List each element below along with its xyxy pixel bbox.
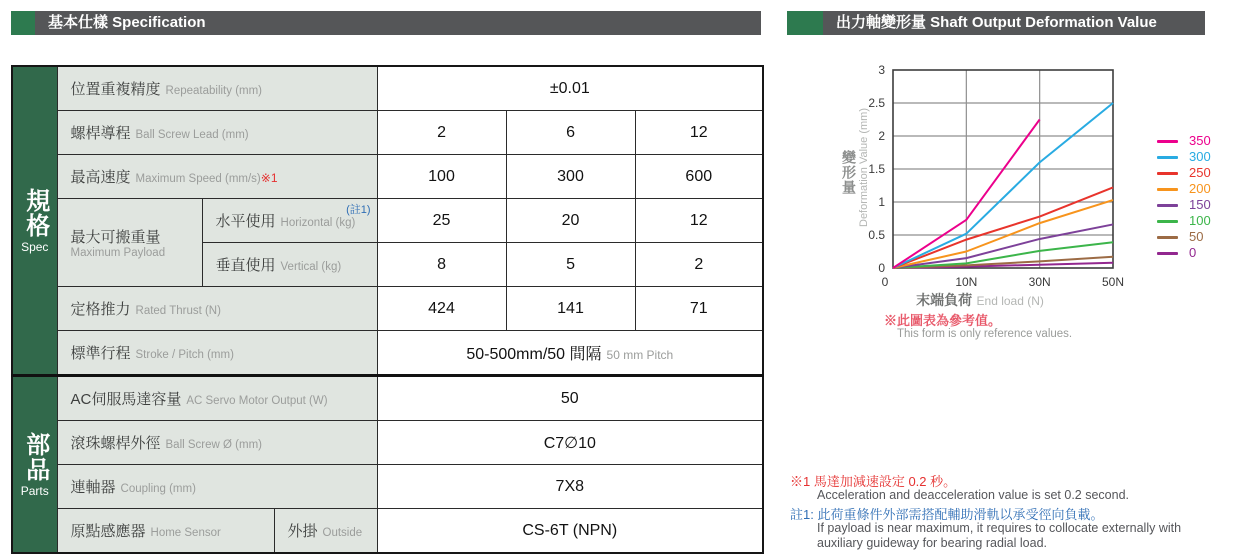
deformation-header-title: 出力軸變形量 Shaft Output Deformation Value [823,11,1205,35]
section-parts [12,376,57,554]
footnote-1-cjk: ※1 馬達加減速設定 0.2 秒。 [790,474,957,489]
row-payload-horizontal [12,199,763,243]
value-horizontal-25: 25 [377,199,506,243]
value-vertical-2: 2 [635,243,763,287]
value-thrust-71: 71 [635,287,763,331]
label-cjk: 螺桿導程 [70,125,131,142]
spec-table [11,65,764,554]
label-outside [274,509,377,554]
value-lead-6: 6 [506,111,635,155]
section-parts-en: Parts [20,483,49,498]
row-stroke [12,331,763,376]
label-en: Home Sensor [150,527,221,539]
label-en: Maximum Payload [70,247,166,259]
legend-dash-icon [1157,188,1178,191]
chart-reference-note-cjk: ※此圖表為參考值。 [884,313,1002,328]
label-servo-output [57,376,377,421]
label-max-speed [57,155,377,199]
note-marker-1: (註1) [346,204,371,216]
label-cjk: 外掛 [287,523,318,540]
label-cjk: 連軸器 [70,479,116,496]
section-spec [12,66,57,376]
label-en: Rated Thrust (N) [135,305,221,317]
section-parts-cjk: 部品 [21,431,49,482]
label-max-payload [57,199,202,287]
legend-dash-icon [1157,220,1178,223]
label-cjk: 滾珠螺桿外徑 [70,435,161,452]
footnote-1-en: Acceleration and deacceleration value is set 0.2 second. [817,488,1129,502]
label-ball-screw-dia [57,421,377,465]
label-en: Ball Screw Ø (mm) [165,439,262,451]
label-vertical [202,243,377,287]
label-cjk: AC伺服馬達容量 [70,391,182,408]
svg-text:3: 3 [878,63,885,77]
y-axis-title-en: Deformation Value (mm) [858,108,870,227]
chart-reference-note-en: This form is only reference values. [897,328,1073,340]
legend-item-200 [1157,181,1211,197]
label-cjk: 定格推力 [70,301,131,318]
chart-legend [1157,133,1211,261]
label-en: Repeatability (mm) [165,85,263,97]
label-en: Outside [322,527,363,539]
legend-item-100 [1157,213,1211,229]
legend-item-250 [1157,165,1211,181]
y-axis-title-cjk: 變形量 [841,150,857,195]
value-vertical-5: 5 [506,243,635,287]
value-coupling: 7X8 [377,465,763,509]
label-coupling [57,465,377,509]
value-thrust-141: 141 [506,287,635,331]
label-cjk: 標準行程 [70,345,131,362]
legend-dash-icon [1157,172,1178,175]
value-speed-300: 300 [506,155,635,199]
label-en: Maximum Speed (mm/s) [135,173,261,185]
label-en: Horizontal (kg) [280,217,356,229]
legend-item-150 [1157,197,1211,213]
legend-label: 50 [1189,229,1204,244]
legend-label: 350 [1189,133,1211,148]
legend-item-350 [1157,133,1211,149]
label-cjk: 最高速度 [70,169,131,186]
row-ball-screw-dia [12,421,763,465]
svg-text:2.5: 2.5 [868,96,885,110]
value-lead-2: 2 [377,111,506,155]
label-en: AC Servo Motor Output (W) [186,395,328,407]
svg-text:50N: 50N [1101,275,1125,289]
series-line-300 [893,103,1113,268]
label-en: Stroke / Pitch (mm) [135,349,234,361]
legend-label: 0 [1189,245,1197,260]
value-horizontal-20: 20 [506,199,635,243]
x-axis-title [845,290,1115,310]
svg-text:0.5: 0.5 [868,228,885,242]
legend-label: 250 [1189,165,1211,180]
svg-text:2: 2 [878,129,885,143]
label-en: Coupling (mm) [120,483,196,495]
stroke-sub: 50 mm Pitch [606,348,674,362]
label-ball-screw-lead [57,111,377,155]
footnote-2-en: If payload is near maximum, it requires to collocate externally with auxiliary guideway for bearing radial load. [817,521,1182,550]
stroke-main: 50-500mm/50 間隔 [466,346,602,363]
value-home-sensor: CS-6T (NPN) [377,509,763,554]
label-en: Ball Screw Lead (mm) [135,129,249,141]
green-accent-square [787,11,823,35]
label-cjk: 位置重複精度 [70,81,161,98]
value-repeatability: ±0.01 [377,66,763,111]
svg-text:0: 0 [881,275,889,289]
legend-dash-icon [1157,156,1178,159]
label-cjk: 原點感應器 [70,523,146,540]
legend-dash-icon [1157,252,1178,255]
footnote-marker-1: ※1 [260,171,278,185]
label-stroke [57,331,377,376]
row-coupling [12,465,763,509]
svg-text:10N: 10N [955,275,978,289]
deformation-header [787,11,1205,35]
legend-label: 200 [1189,181,1211,196]
label-cjk: 垂直使用 [215,257,276,274]
legend-label: 300 [1189,149,1211,164]
svg-text:0: 0 [878,261,885,275]
row-rated-thrust [12,287,763,331]
value-ball-screw-dia: C7∅10 [377,421,763,465]
row-servo-output [12,376,763,421]
label-cjk: 水平使用 [215,213,276,230]
value-speed-600: 600 [635,155,763,199]
x-axis-title-en: End load (N) [976,294,1044,308]
specification-header [11,11,761,35]
section-spec-en: Spec [21,239,49,254]
value-vertical-8: 8 [377,243,506,287]
value-thrust-424: 424 [377,287,506,331]
svg-text:30N: 30N [1028,275,1051,289]
svg-text:1: 1 [878,195,885,209]
legend-item-0 [1157,245,1211,261]
x-axis-title-cjk: 末端負荷 [916,292,973,308]
deformation-chart [845,62,1125,294]
legend-item-300 [1157,149,1211,165]
label-cjk: 最大可搬重量 [70,229,161,246]
row-home-sensor [12,509,763,554]
legend-item-50 [1157,229,1211,245]
specification-header-title: 基本仕樣 Specification [35,11,761,35]
label-horizontal [202,199,377,243]
legend-label: 150 [1189,197,1211,212]
label-en: Vertical (kg) [280,261,342,273]
row-max-speed [12,155,763,199]
label-repeatability [57,66,377,111]
value-stroke [377,331,763,376]
green-accent-square [11,11,35,35]
value-lead-12: 12 [635,111,763,155]
label-rated-thrust [57,287,377,331]
legend-dash-icon [1157,140,1178,143]
svg-text:1.5: 1.5 [868,162,885,176]
section-spec-cjk: 規格 [21,187,49,238]
series-line-250 [893,187,1113,268]
row-repeatability [12,66,763,111]
legend-dash-icon [1157,236,1178,239]
value-servo-output: 50 [377,376,763,421]
legend-label: 100 [1189,213,1211,228]
footnote-2-cjk: 註1: 此荷重條件外部需搭配輔助滑軌以承受徑向負載。 [790,507,1104,522]
value-horizontal-12: 12 [635,199,763,243]
legend-dash-icon [1157,204,1178,207]
label-home-sensor [57,509,274,554]
value-speed-100: 100 [377,155,506,199]
row-ball-screw-lead [12,111,763,155]
